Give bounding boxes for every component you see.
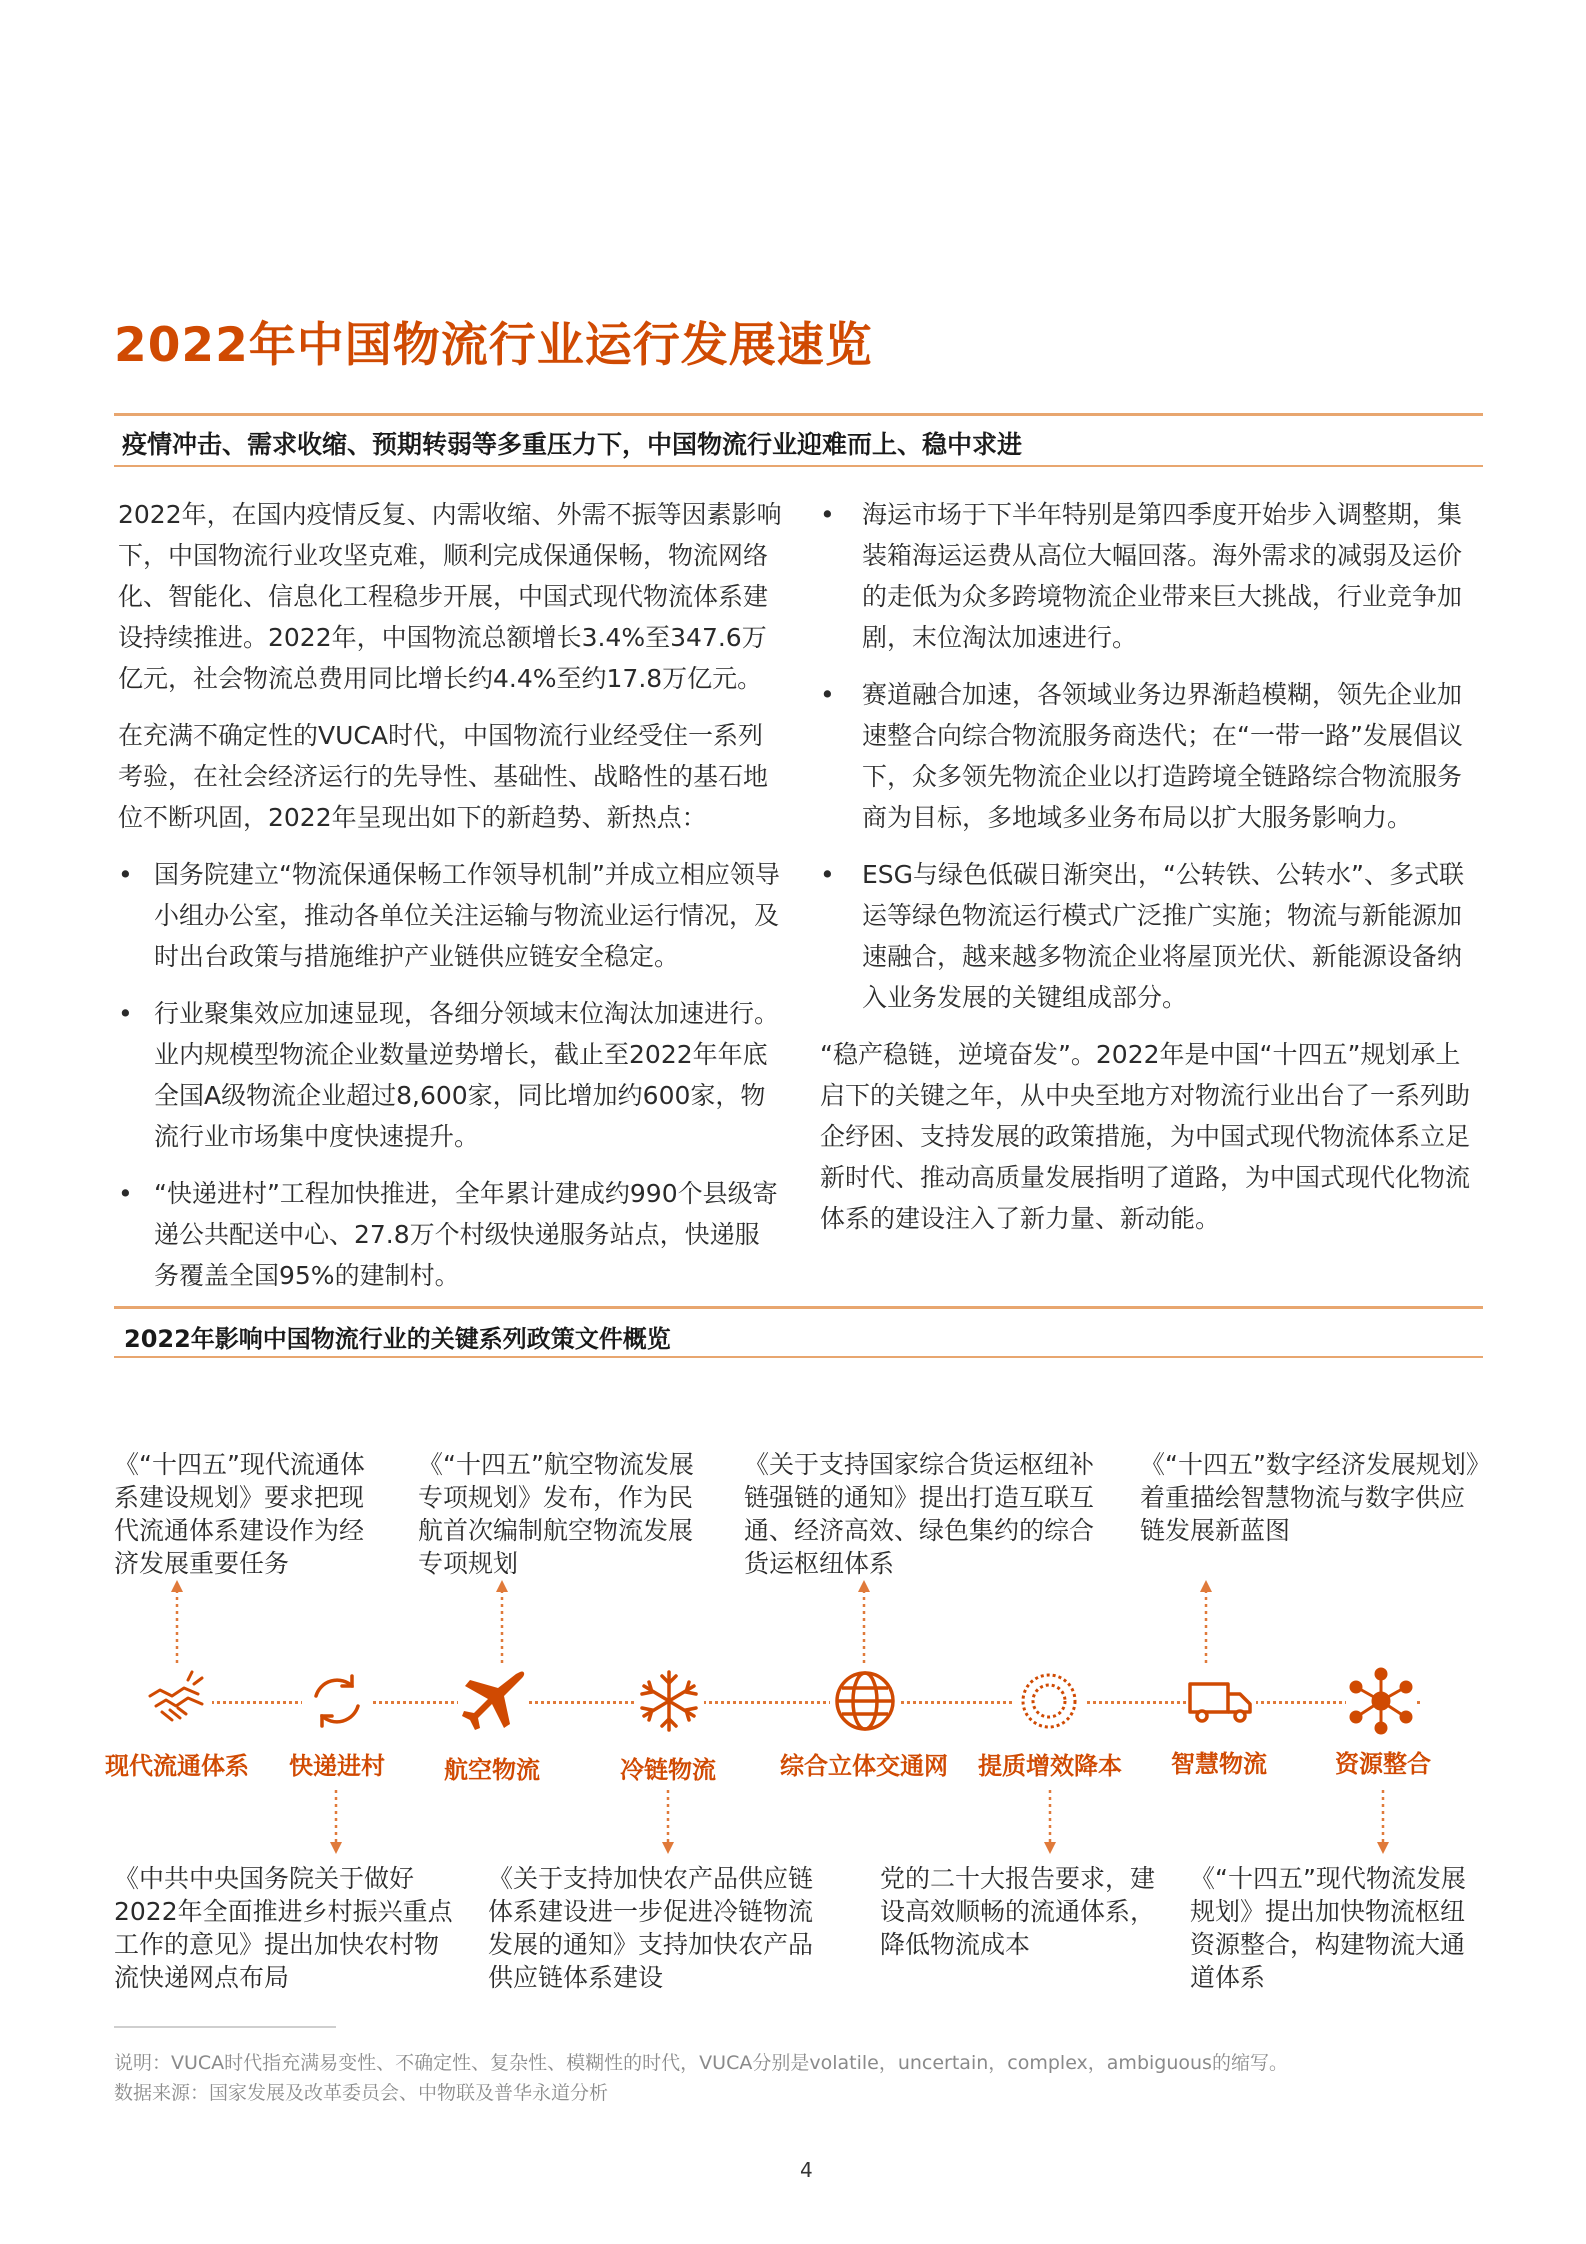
section-header-text: 疫情冲击、需求收缩、预期转弱等多重压力下，中国物流行业迎难而上、稳中求进 bbox=[122, 430, 1023, 459]
snowflake-icon bbox=[634, 1666, 704, 1736]
airplane-icon bbox=[458, 1666, 528, 1736]
policy-desc-top: 《“十四五”现代流通体系建设规划》要求把现代流通体系建设作为经济发展重要任务 bbox=[114, 1450, 365, 1578]
timeline-label: 综合立体交通网 bbox=[780, 1752, 948, 1780]
timeline-label: 资源整合 bbox=[1335, 1750, 1431, 1778]
arrow-up bbox=[171, 1580, 183, 1670]
timeline-label: 现代流通体系 bbox=[105, 1752, 249, 1780]
policy-desc-bottom: 《“十四五”现代物流发展规划》提出加快物流枢纽资源整合，构建物流大通道体系 bbox=[1190, 1864, 1466, 1992]
paragraph: “稳产稳链，逆境奋发”。2022年是中国“十四五”规划承上启下的关键之年，从中央至地方对物流行业出台了一系列助企纾困、支持发展的政策措施，为中国式现代物流体系立足新时代、推动高质量发展指明了道路，为中国式现代化物流体系的建设注入了新力量、新动能。 bbox=[820, 1040, 1471, 1233]
arrow-down bbox=[1377, 1790, 1389, 1854]
footnote-source: 数据来源：国家发展及改革委员会、中物联及普华永道分析 bbox=[114, 2082, 609, 2104]
timeline-label: 智慧物流 bbox=[1171, 1750, 1267, 1778]
arrow-up bbox=[496, 1580, 508, 1670]
paragraph: 在充满不确定性的VUCA时代，中国物流行业经受住一系列考验，在社会经济运行的先导性、基础性、战略性的基石地位不断巩固，2022年呈现出如下的新趋势、新热点： bbox=[118, 721, 769, 832]
section-header bbox=[114, 413, 1483, 467]
timeline-label: 航空物流 bbox=[444, 1756, 540, 1784]
arrow-down bbox=[662, 1790, 674, 1854]
right-column bbox=[820, 494, 1485, 1255]
network-icon bbox=[1346, 1666, 1416, 1736]
policy-desc-bottom: 党的二十大报告要求，建设高效顺畅的流通体系，降低物流成本 bbox=[880, 1864, 1156, 1959]
timeline-label: 冷链物流 bbox=[620, 1756, 716, 1784]
bullet-item: • 海运市场于下半年特别是第四季度开始步入调整期，集装箱海运运费从高位大幅回落。海外需求的减弱及运价的走低为众多跨境物流企业带来巨大挑战，行业竞争加剧，末位淘汰加速进行。 bbox=[820, 494, 1485, 658]
arrow-down bbox=[1044, 1790, 1056, 1854]
handshake-icon bbox=[142, 1666, 212, 1736]
paragraph: 2022年，在国内疫情反复、内需收缩、外需不振等因素影响下，中国物流行业攻坚克难，顺利完成保通保畅，物流网络化、智能化、信息化工程稳步开展，中国式现代物流体系建设持续推进。2022年，中国物流总额增长3.4%至347.6万亿元，社会物流总费用同比增长约4.4%至约17.8万亿元。 bbox=[118, 500, 782, 693]
footnote-divider bbox=[114, 2026, 336, 2028]
policy-desc-top: 《“十四五”航空物流发展专项规划》发布，作为民航首次编制航空物流发展专项规划 bbox=[418, 1450, 694, 1578]
policy-desc-top: 《“十四五”数字经济发展规划》着重描绘智慧物流与数字供应链发展新蓝图 bbox=[1140, 1450, 1479, 1545]
bullet-item: • 国务院建立“物流保通保畅工作领导机制”并成立相应领导小组办公室，推动各单位关注运输与物流业运行情况，及时出台政策与措施维护产业链供应链安全稳定。 bbox=[118, 854, 783, 977]
page-number: 4 bbox=[800, 2158, 813, 2182]
globe-icon bbox=[830, 1666, 900, 1736]
bullet-item: • ESG与绿色低碳日渐突出，“公转铁、公转水”、多式联运等绿色物流运行模式广泛推广实施；物流与新能源加速融合，越来越多物流企业将屋顶光伏、新能源设备纳入业务发展的关键组成部分。 bbox=[820, 854, 1485, 1018]
section-header-policy bbox=[114, 1306, 1483, 1358]
left-column bbox=[118, 494, 783, 1312]
timeline-label: 提质增效降本 bbox=[978, 1752, 1122, 1780]
bullet-item: • 赛道融合加速，各领域业务边界渐趋模糊，领先企业加速整合向综合物流服务商迭代；在“一带一路”发展倡议下，众多领先物流企业以打造跨境全链路综合物流服务商为目标，多地域多业务布局以扩大服务影响力。 bbox=[820, 674, 1485, 838]
page-title: 2022年中国物流行业运行发展速览 bbox=[114, 318, 873, 373]
bullet-item: • 行业聚集效应加速显现，各细分领域末位淘汰加速进行。业内规模型物流企业数量逆势增长，截止至2022年年底全国A级物流企业超过8,600家，同比增加约600家，物流行业市场集中度快速提升。 bbox=[118, 993, 783, 1157]
timeline-label: 快递进村 bbox=[289, 1752, 385, 1780]
sun-icon bbox=[1014, 1666, 1084, 1736]
section-header-text: 2022年影响中国物流行业的关键系列政策文件概览 bbox=[124, 1325, 671, 1353]
footnote-note: 说明：VUCA时代指充满易变性、不确定性、复杂性、模糊性的时代，VUCA分别是volatile，uncertain，complex，ambiguous的缩写。 bbox=[114, 2052, 1288, 2074]
policy-desc-top: 《关于支持国家综合货运枢纽补链强链的通知》提出打造互联互通、经济高效、绿色集约的综合货运枢纽体系 bbox=[744, 1450, 1095, 1578]
policy-desc-bottom: 《中共中央国务院关于做好2022年全面推进乡村振兴重点工作的意见》提出加快农村物流快递网点布局 bbox=[114, 1864, 453, 1992]
refresh-icon bbox=[302, 1666, 372, 1736]
arrow-up bbox=[858, 1580, 870, 1670]
arrow-up bbox=[1200, 1580, 1212, 1670]
bullet-item: • “快递进村”工程加快推进，全年累计建成约990个县级寄递公共配送中心、27.8万个村级快递服务站点，快递服务覆盖全国95%的建制村。 bbox=[118, 1173, 783, 1296]
truck-icon bbox=[1186, 1666, 1256, 1736]
arrow-down bbox=[330, 1790, 342, 1854]
policy-desc-bottom: 《关于支持加快农产品供应链体系建设进一步促进冷链物流发展的通知》支持加快农产品供应链体系建设 bbox=[488, 1864, 814, 1992]
